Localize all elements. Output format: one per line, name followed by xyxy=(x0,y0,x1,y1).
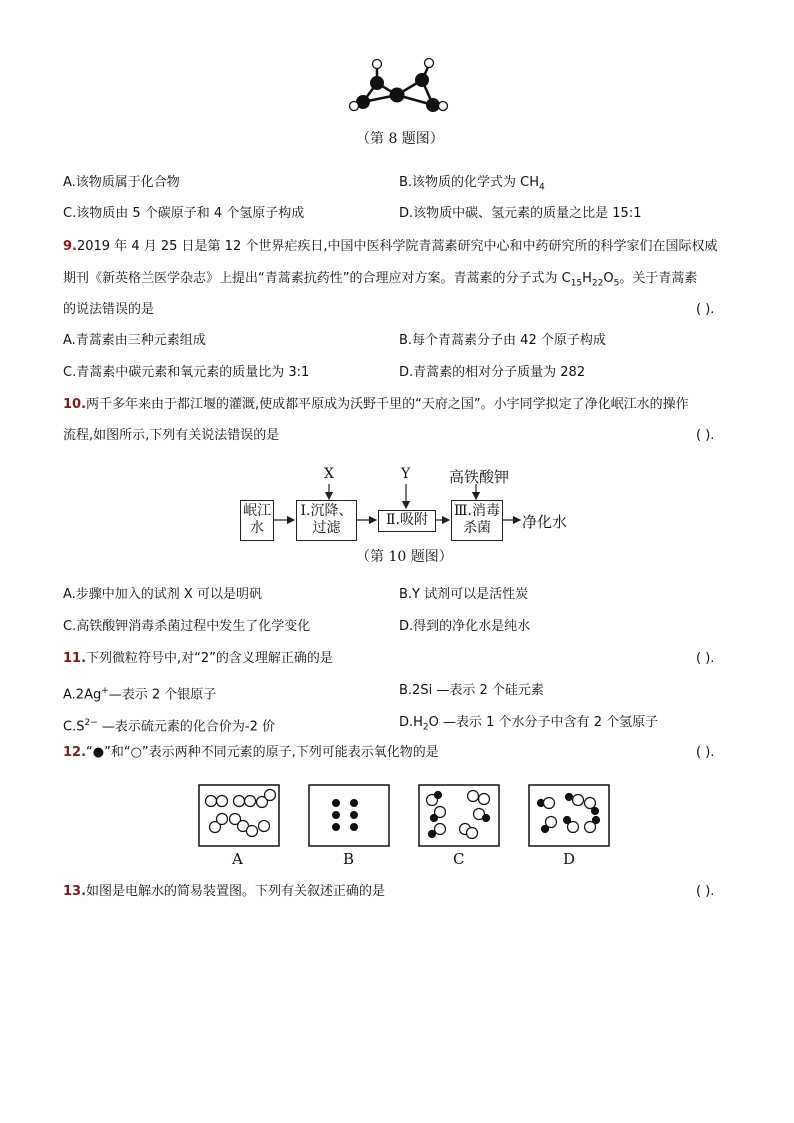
q9-stem-line2: 期刊《新英格兰医学杂志》上提出“青蒿素抗药性”的合理应对方案。青蒿素的分子式为 $C_{15}H_{22}O_5$。关于青蒿素 xyxy=(63,271,698,289)
q11-option-a: A.2Ag+—表示 2 个银原子 xyxy=(63,686,217,703)
q10-answer-blank[interactable]: ( ). xyxy=(696,428,715,443)
q10-stem-line2: 流程,如图所示,下列有关说法错误的是 xyxy=(63,428,280,443)
oxidant-label: 高铁酸钾 xyxy=(449,468,510,486)
step1-box: Ⅰ.沉降、 过滤 xyxy=(296,500,357,541)
q10-option-a: A.步骤中加入的试剂 X 可以是明矾 xyxy=(63,587,262,602)
box-label-d: D xyxy=(563,850,576,868)
product-label: 净化水 xyxy=(522,513,568,531)
q9-option-a: A.青蒿素由三种元素组成 xyxy=(63,333,206,348)
source-box: 岷江 水 xyxy=(240,500,274,541)
q11-answer-blank[interactable]: ( ). xyxy=(696,651,715,666)
q8-option-a: A.该物质属于化合物 xyxy=(63,175,180,190)
q11-option-c: $C.S^{2-}$ —表示硫元素的化合价为-2 价 xyxy=(63,718,275,735)
q8-option-b: B.该物质的化学式为 $CH_4$ xyxy=(399,175,545,193)
reagent-x-label: X xyxy=(324,466,334,482)
q10-option-d: D.得到的净化水是纯水 xyxy=(399,619,531,634)
q12-answer-blank[interactable]: ( ). xyxy=(696,745,715,760)
q10-option-b: B.Y 试剂可以是活性炭 xyxy=(399,587,529,602)
q10-option-c: C.高铁酸钾消毒杀菌过程中发生了化学变化 xyxy=(63,619,311,634)
reagent-y-label: Y xyxy=(401,466,411,482)
box-a-molecules xyxy=(206,790,276,837)
q11-option-d: $D.H_2O$ —表示 1 个水分子中含有 2 个氢原子 xyxy=(399,715,659,733)
q11-stem: 11.下列微粒符号中,对“2”的含义理解正确的是 xyxy=(63,651,333,666)
q9-stem-line1: 9.2019 年 4 月 25 日是第 12 个世界疟疾日,中国中医科学院青蒿素研究中心和中药研究所的科学家们在国际权威 xyxy=(63,239,718,254)
q9-answer-blank[interactable]: ( ). xyxy=(696,302,715,317)
box-c-molecules xyxy=(427,791,490,839)
q10-stem-line1: 10.两千多年来由于都江堰的灌溉,使成都平原成为沃野千里的“天府之国”。小宇同学拟定了净化岷江水的操作 xyxy=(63,397,689,412)
step3-box: Ⅲ.消毒 杀菌 xyxy=(451,500,503,541)
box-b-atoms xyxy=(332,799,358,831)
box-d-molecules xyxy=(538,794,600,833)
q8-option-c: C.该物质由 5 个碳原子和 4 个氢原子构成 xyxy=(63,206,305,221)
step2-box: Ⅱ.吸附 xyxy=(378,510,436,532)
q9-stem-line3: 的说法错误的是 xyxy=(63,302,155,317)
q8-option-d: D.该物质中碳、氢元素的质量之比是 15:1 xyxy=(399,206,642,221)
q8-figure-caption: （第 8 题图） xyxy=(356,131,444,147)
q9-option-b: B.每个青蒿素分子由 42 个原子构成 xyxy=(399,333,606,348)
q9-option-c: C.青蒿素中碳元素和氧元素的质量比为 3:1 xyxy=(63,365,310,380)
q10-figure-caption: （第 10 题图） xyxy=(356,549,453,565)
box-label-b: B xyxy=(343,850,355,868)
box-label-a: A xyxy=(232,850,243,868)
q12-stem: 12.“●”和“○”表示两种不同元素的原子,下列可能表示氧化物的是 xyxy=(63,745,439,760)
q9-option-d: D.青蒿素的相对分子质量为 282 xyxy=(399,365,586,380)
q13-stem: 13.如图是电解水的简易装置图。下列有关叙述正确的是 xyxy=(63,884,386,899)
box-label-c: C xyxy=(453,850,465,868)
q13-answer-blank[interactable]: ( ). xyxy=(696,884,715,899)
q11-option-b: B.2Si —表示 2 个硅元素 xyxy=(399,683,544,698)
